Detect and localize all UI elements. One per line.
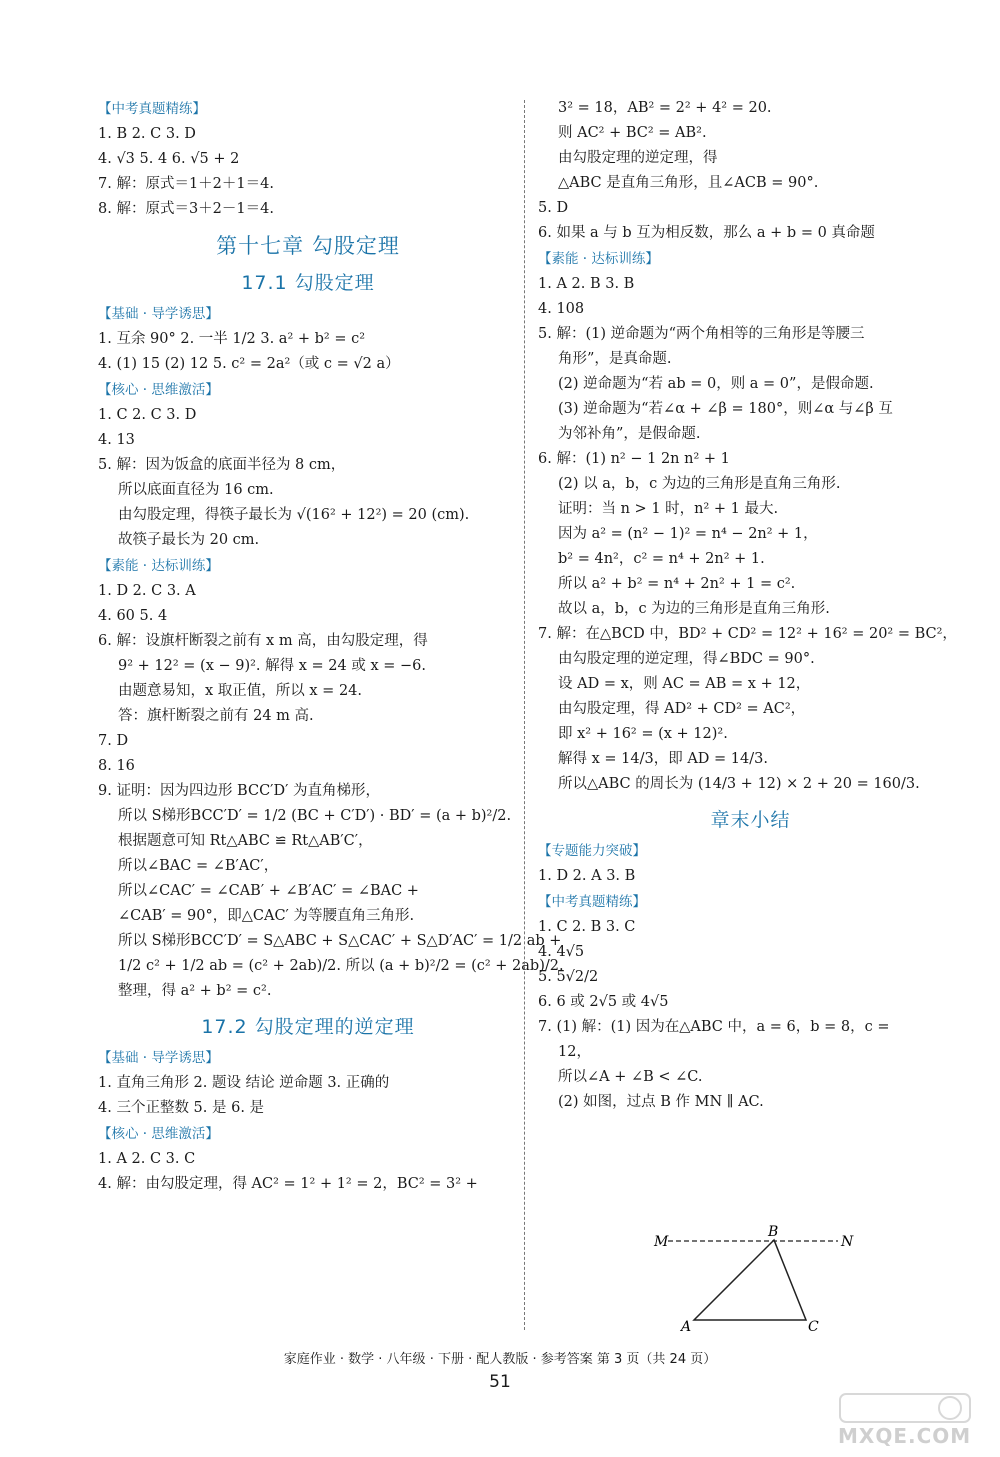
answer-continuation: 由勾股定理的逆定理，得∠BDC = 90°. bbox=[558, 651, 815, 667]
answer-continuation: 由勾股定理，得 AD² + CD² = AC²， bbox=[558, 701, 806, 717]
answer-continuation: 设 AD = x，则 AC = AB = x + 12， bbox=[558, 676, 811, 692]
answer-line: 9. 证明：因为四边形 BCC′D′ 为直角梯形， bbox=[98, 783, 380, 799]
answer-continuation: (3) 逆命题为“若∠α + ∠β = 180°，则∠α 与∠β 互 bbox=[558, 401, 893, 417]
answer-line: 5. 解：(1) 逆命题为“两个角相等的三角形是等腰三 bbox=[538, 326, 865, 342]
answer-line: 6. 解：设旗杆断裂之前有 x m 高，由勾股定理，得 bbox=[98, 633, 428, 649]
answer-continuation: 证明：当 n > 1 时，n² + 1 最大. bbox=[558, 501, 779, 517]
subsection-title: 章末小结 bbox=[710, 809, 791, 831]
answer-line: 5. D bbox=[538, 200, 569, 216]
answer-line: 7. 解：原式＝1＋2＋1＝4. bbox=[98, 176, 274, 192]
section-header: 【专题能力突破】 bbox=[538, 843, 646, 859]
answer-line: 1. D 2. A 3. B bbox=[538, 868, 636, 884]
answer-line: 1. B 2. C 3. D bbox=[98, 126, 196, 142]
answer-line: 7. D bbox=[98, 733, 129, 749]
label-n: N bbox=[841, 1234, 854, 1250]
answer-line: 6. 解：(1) n² − 1 2n n² + 1 bbox=[538, 451, 730, 467]
answer-continuation: 所以 a² + b² = n⁴ + 2n² + 1 = c². bbox=[558, 576, 796, 592]
answer-continuation: ∠CAB′ = 90°，即△CAC′ 为等腰直角三角形. bbox=[118, 908, 415, 924]
answer-continuation: (2) 以 a，b，c 为边的三角形是直角三角形. bbox=[558, 476, 841, 492]
label-c: C bbox=[808, 1319, 819, 1335]
answer-line: 4. 108 bbox=[538, 301, 585, 317]
page-number: 51 bbox=[489, 1372, 511, 1392]
watermark-text: MXQE.COM bbox=[838, 1424, 972, 1448]
answer-continuation: 1/2 c² + 1/2 ab = (c² + 2ab)/2. 所以 (a + b)²/2 = (c² + 2ab)/2. bbox=[118, 958, 564, 974]
answer-continuation: 由勾股定理的逆定理，得 bbox=[558, 150, 718, 166]
answer-continuation: 为邻补角”，是假命题. bbox=[558, 426, 701, 442]
section-header: 【基础 · 导学诱思】 bbox=[98, 306, 219, 322]
answer-line: 1. A 2. B 3. B bbox=[538, 276, 635, 292]
answer-continuation: 整理，得 a² + b² = c². bbox=[118, 983, 272, 999]
triangle-abc bbox=[694, 1240, 806, 1320]
answer-line: 7. 解：在△BCD 中，BD² + CD² = 12² + 16² = 20² = BC²， bbox=[538, 626, 957, 642]
answer-continuation: 角形”，是真命题. bbox=[558, 351, 672, 367]
section-header: 【核心 · 思维激活】 bbox=[98, 382, 219, 398]
answer-line: 1. C 2. B 3. C bbox=[538, 919, 636, 935]
subsection-title: 17.2 勾股定理的逆定理 bbox=[201, 1016, 415, 1038]
answer-line: 8. 解：原式＝3＋2－1＝4. bbox=[98, 201, 274, 217]
answer-continuation: 9² + 12² = (x − 9)². 解得 x = 24 或 x = −6. bbox=[118, 658, 427, 674]
answer-continuation: 3² = 18，AB² = 2² + 4² = 20. bbox=[558, 100, 772, 116]
answer-line: 8. 16 bbox=[98, 758, 135, 774]
section-header: 【素能 · 达标训练】 bbox=[538, 251, 659, 267]
answer-continuation: 所以∠A + ∠B < ∠C. bbox=[558, 1069, 703, 1085]
answer-line: 4. 60 5. 4 bbox=[98, 608, 168, 624]
answer-line: 6. 6 或 2√5 或 4√5 bbox=[538, 994, 669, 1010]
answer-line: 4. √3 5. 4 6. √5 + 2 bbox=[98, 151, 240, 167]
answer-continuation: 所以 S梯形BCC′D′ = 1/2 (BC + C′D′) · BD′ = (a + b)²/2. bbox=[118, 808, 512, 824]
watermark-icon bbox=[830, 1390, 990, 1426]
chapter-title: 第十七章 勾股定理 bbox=[216, 234, 400, 258]
answer-line: 1. 互余 90° 2. 一半 1/2 3. a² + b² = c² bbox=[98, 331, 366, 347]
answer-line: 1. A 2. C 3. C bbox=[98, 1151, 196, 1167]
answer-line: 4. 13 bbox=[98, 432, 135, 448]
answer-line: 4. (1) 15 (2) 12 5. c² = 2a²（或 c = √2 a） bbox=[98, 356, 400, 372]
answer-continuation: 故筷子最长为 20 cm. bbox=[118, 532, 260, 548]
label-a: A bbox=[681, 1319, 692, 1335]
watermark-logo bbox=[830, 1390, 990, 1450]
answer-line: 4. 4√5 bbox=[538, 944, 585, 960]
right-column bbox=[538, 96, 963, 1115]
answer-continuation: 12， bbox=[558, 1044, 591, 1060]
answer-continuation: 故以 a，b，c 为边的三角形是直角三角形. bbox=[558, 601, 830, 617]
triangle-figure bbox=[650, 1225, 860, 1340]
section-header: 【核心 · 思维激活】 bbox=[98, 1126, 219, 1142]
answer-continuation: b² = 4n²，c² = n⁴ + 2n² + 1. bbox=[558, 551, 765, 567]
column-divider bbox=[524, 100, 525, 1330]
answer-line: 7. (1) 解：(1) 因为在△ABC 中，a = 6，b = 8，c = bbox=[538, 1019, 890, 1035]
section-header: 【中考真题精练】 bbox=[98, 101, 206, 117]
section-header: 【素能 · 达标训练】 bbox=[98, 558, 219, 574]
answer-continuation: 则 AC² + BC² = AB². bbox=[558, 125, 707, 141]
answer-continuation: 答：旗杆断裂之前有 24 m 高. bbox=[118, 708, 314, 724]
answer-continuation: 所以∠CAC′ = ∠CAB′ + ∠B′AC′ = ∠BAC + bbox=[118, 883, 419, 899]
answer-line: 1. C 2. C 3. D bbox=[98, 407, 197, 423]
page-footer: 家庭作业 · 数学 · 八年级 · 下册 · 配人教版 · 参考答案 第 3 页（共 24 页） bbox=[283, 1352, 717, 1367]
answer-continuation: 由勾股定理，得筷子最长为 √(16² + 12²) = 20 (cm). bbox=[118, 507, 470, 523]
answer-continuation: 因为 a² = (n² − 1)² = n⁴ − 2n² + 1， bbox=[558, 526, 818, 542]
answer-continuation: 所以∠BAC = ∠B′AC′， bbox=[118, 858, 279, 874]
answer-line: 1. 直角三角形 2. 题设 结论 逆命题 3. 正确的 bbox=[98, 1075, 390, 1091]
answer-continuation: △ABC 是直角三角形，且∠ACB = 90°. bbox=[558, 175, 819, 191]
answer-line: 5. 解：因为饭盒的底面半径为 8 cm， bbox=[98, 457, 346, 473]
answer-continuation: 解得 x = 14/3，即 AD = 14/3. bbox=[558, 751, 768, 767]
answer-continuation: 由题意易知，x 取正值，所以 x = 24. bbox=[118, 683, 362, 699]
answer-continuation: 所以底面直径为 16 cm. bbox=[118, 482, 274, 498]
section-header: 【基础 · 导学诱思】 bbox=[98, 1050, 219, 1066]
answer-line: 1. D 2. C 3. A bbox=[98, 583, 196, 599]
answer-continuation: 即 x² + 16² = (x + 12)². bbox=[558, 726, 728, 742]
answer-line: 4. 三个正整数 5. 是 6. 是 bbox=[98, 1100, 265, 1116]
answer-line: 4. 解：由勾股定理，得 AC² = 1² + 1² = 2，BC² = 3² + bbox=[98, 1176, 478, 1192]
answer-line: 6. 如果 a 与 b 互为相反数，那么 a + b = 0 真命题 bbox=[538, 225, 875, 241]
subsection-title: 17.1 勾股定理 bbox=[241, 272, 375, 294]
answer-line: 5. 5√2/2 bbox=[538, 969, 599, 985]
label-m: M bbox=[654, 1234, 669, 1250]
answer-continuation: (2) 如图，过点 B 作 MN ∥ AC. bbox=[558, 1094, 764, 1110]
label-b: B bbox=[768, 1225, 779, 1240]
answer-continuation: (2) 逆命题为“若 ab = 0，则 a = 0”，是假命题. bbox=[558, 376, 874, 392]
section-header: 【中考真题精练】 bbox=[538, 894, 646, 910]
answer-continuation: 所以△ABC 的周长为 (14/3 + 12) × 2 + 20 = 160/3. bbox=[558, 776, 920, 792]
answer-continuation: 所以 S梯形BCC′D′ = S△ABC + S△CAC′ + S△D′AC′ = 1/2 ab + bbox=[118, 933, 562, 949]
answer-continuation: 根据题意可知 Rt△ABC ≌ Rt△AB′C′， bbox=[118, 833, 373, 849]
